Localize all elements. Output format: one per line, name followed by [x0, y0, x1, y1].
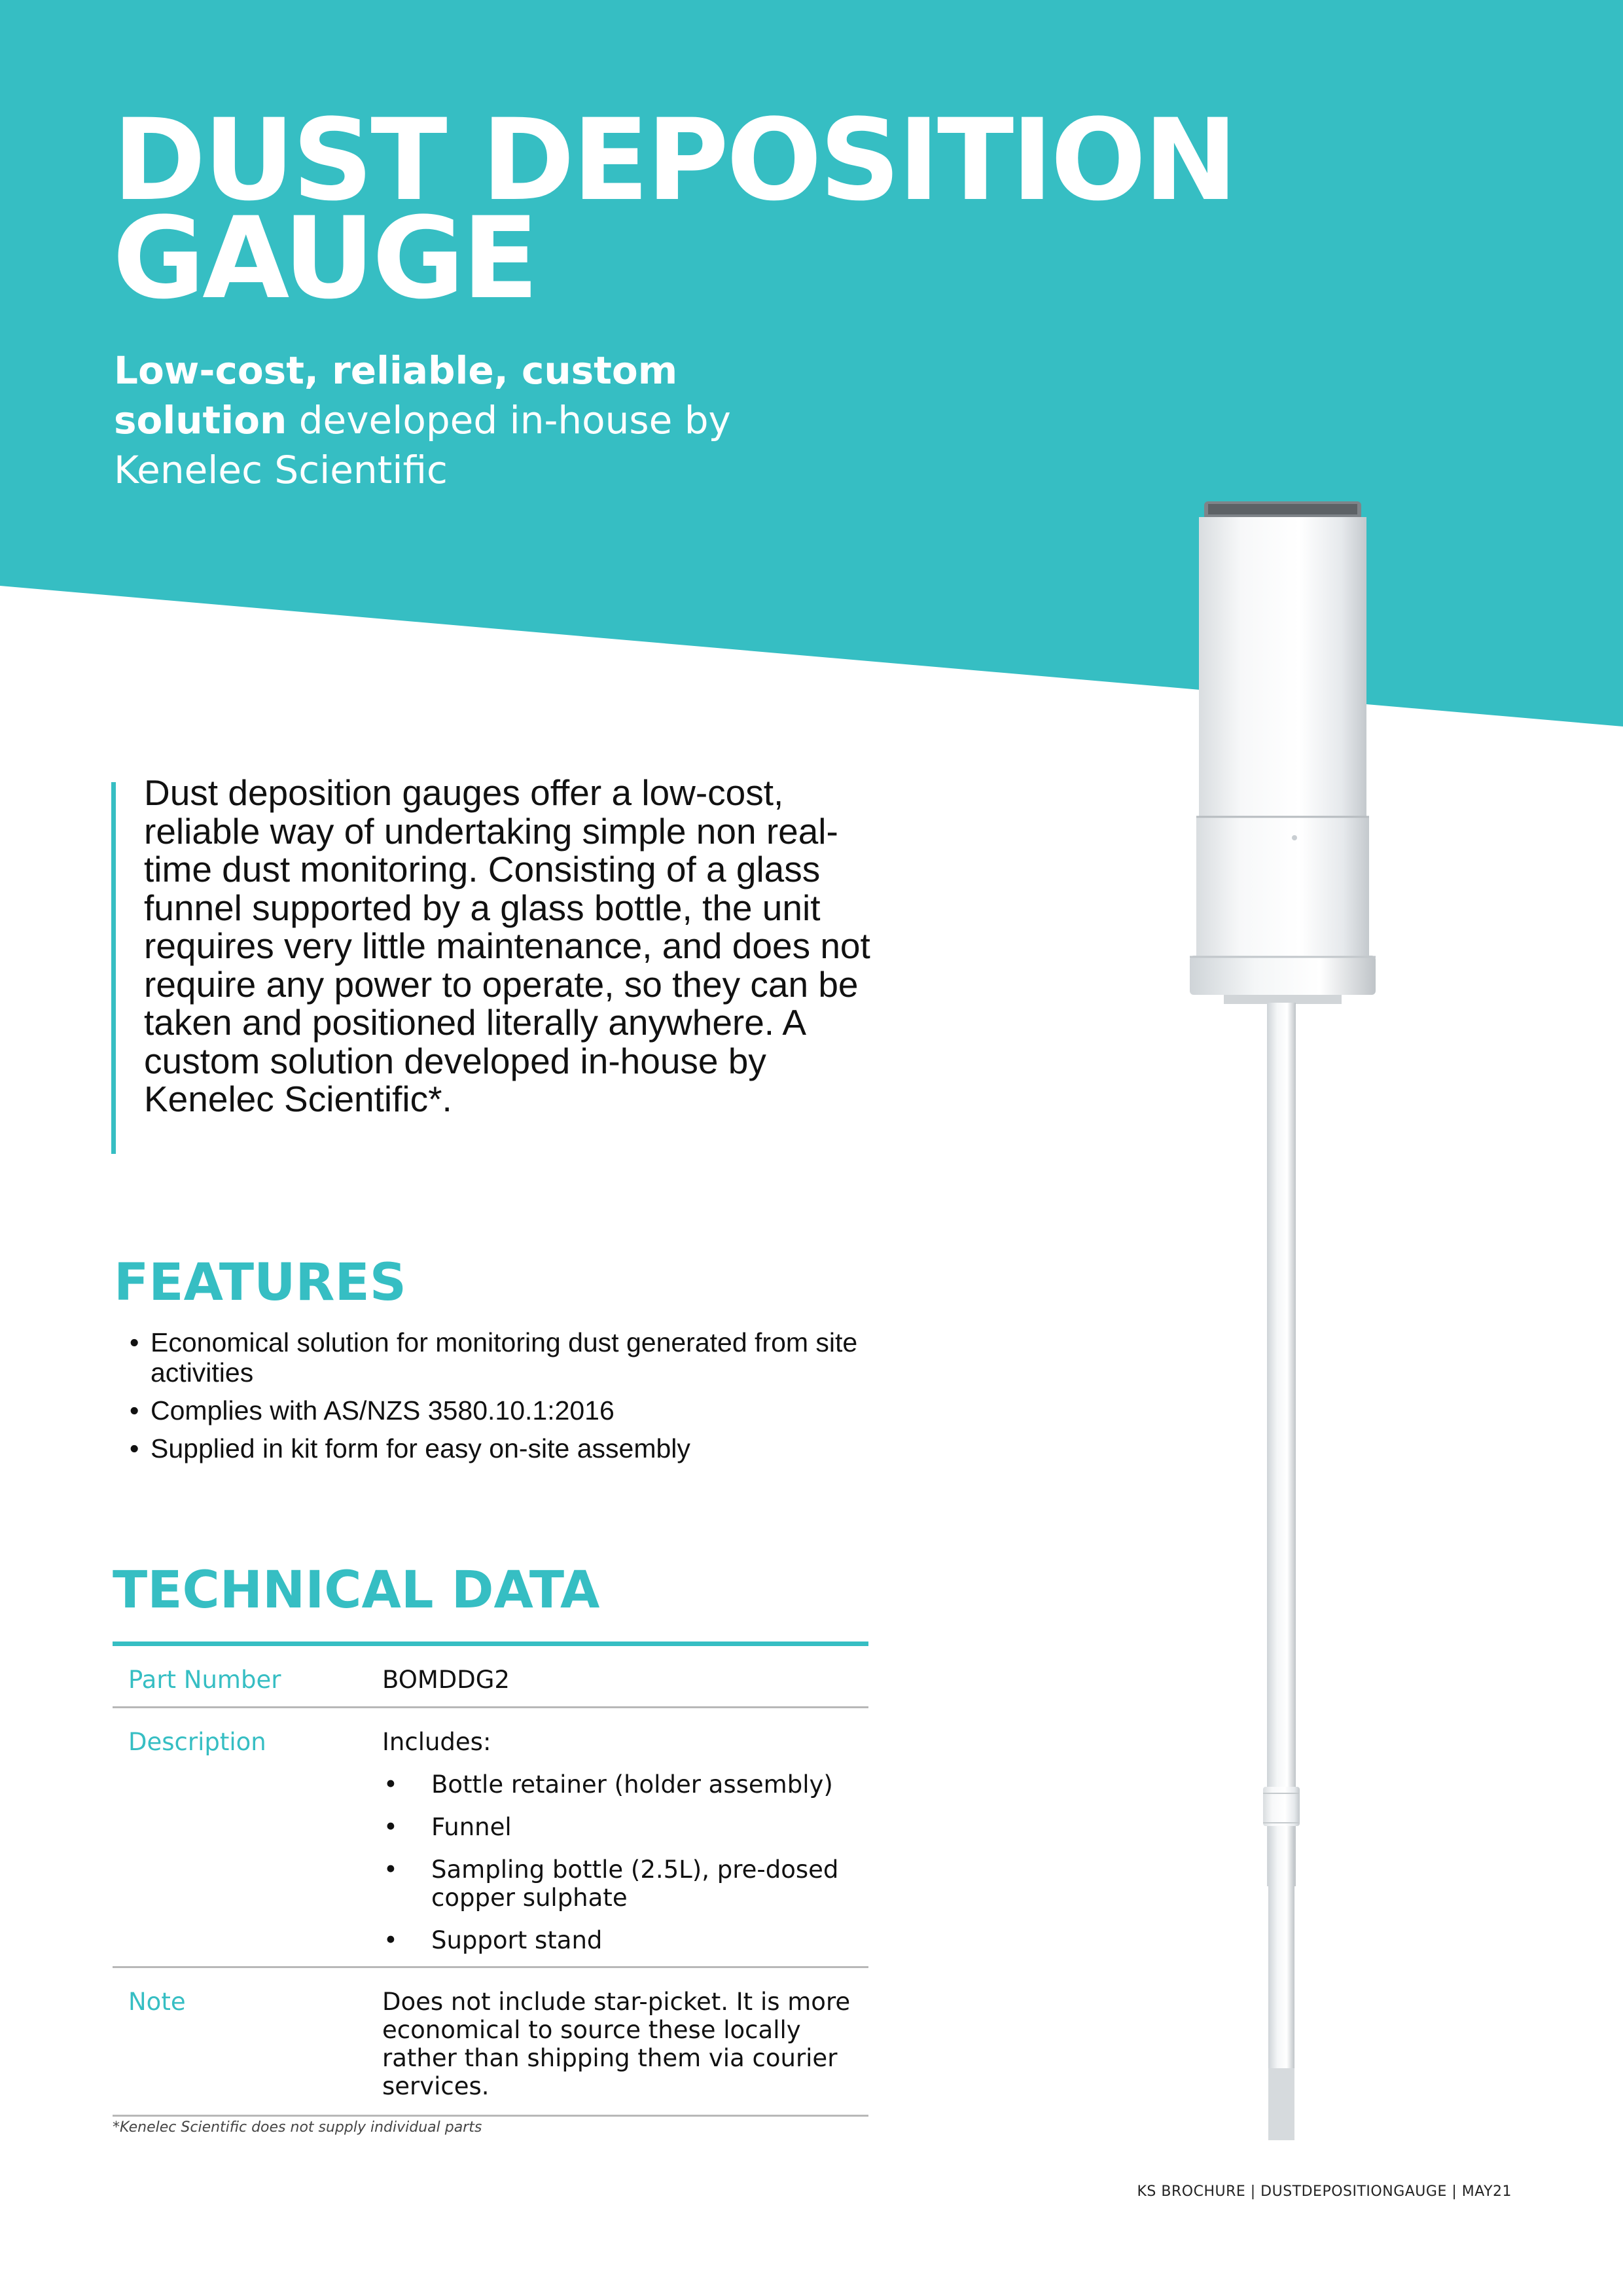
page-footer: KS BROCHURE | DUSTDEPOSITIONGAUGE | MAY21: [1137, 2183, 1512, 2200]
bullet: •: [130, 1433, 139, 1463]
title-line-1: DUST DEPOSITION: [113, 94, 1236, 226]
list-item: [382, 1770, 868, 1799]
intro-accent-bar: [111, 782, 116, 1154]
table-row: [113, 1708, 868, 1968]
bullet: •: [383, 1813, 398, 1841]
footnote: *Kenelec Scientific does not supply individual parts: [113, 2119, 482, 2136]
feature-text: Supplied in kit form for easy on-site assembly: [151, 1433, 690, 1463]
description-item-text: Funnel: [431, 1813, 512, 1841]
subtitle-regular: developed in-house by Kenelec Scientific: [114, 398, 731, 492]
bullet: •: [130, 1395, 139, 1426]
description-item-text: Support stand: [431, 1926, 603, 1954]
list-item: [382, 1813, 868, 1841]
part-number-value: BOMDDG2: [382, 1666, 510, 1694]
list-item: [130, 1433, 863, 1463]
row-label: Part Number: [128, 1666, 281, 1694]
description-item-text: Bottle retainer (holder assembly): [431, 1770, 833, 1799]
description-intro: Includes:: [382, 1728, 491, 1756]
description-value: [382, 1708, 868, 1966]
description-item-text: Sampling bottle (2.5L), pre-dosed copper sulphate: [431, 1856, 839, 1912]
subtitle-bold: Low-cost, reliable, custom solution: [114, 348, 678, 442]
bullet: •: [383, 1770, 398, 1799]
list-item: [382, 1856, 868, 1912]
page-subtitle: [114, 346, 768, 495]
row-label: Note: [128, 1988, 186, 2016]
note-value: Does not include star-picket. It is more economical to source these locally rather than shipping them via courier services.: [382, 1988, 851, 2100]
technical-data-heading: TECHNICAL DATA: [113, 1561, 600, 1620]
feature-text: Complies with AS/NZS 3580.10.1:2016: [151, 1395, 615, 1426]
table-row: [113, 1646, 868, 1708]
intro-paragraph: Dust deposition gauges offer a low-cost, reliable way of undertaking simple non real-time dust monitoring. Consisting of a glass funnel supported by a glass bottle, the unit requires very little maintenance, and does not require any power to operate, so they can be taken and positioned literally anywhere. A custom solution developed in-house by Kenelec Scientific*.: [144, 772, 870, 1119]
table-top-rule: [113, 1641, 868, 1646]
table-row: [113, 1968, 868, 2117]
page-title: [113, 94, 1236, 324]
title-line-2: GAUGE: [113, 192, 537, 324]
list-item: [382, 1926, 868, 1954]
technical-data-table: [113, 1641, 868, 2117]
row-label: Description: [128, 1728, 266, 1756]
list-item: [130, 1327, 863, 1388]
list-item: [130, 1395, 863, 1426]
bullet: •: [130, 1327, 139, 1357]
bullet: •: [383, 1856, 398, 1884]
features-heading: FEATURES: [114, 1253, 406, 1312]
feature-text: Economical solution for monitoring dust generated from site activities: [151, 1327, 858, 1388]
description-list: [382, 1770, 868, 1954]
features-list: [130, 1327, 863, 1471]
bullet: •: [383, 1926, 398, 1954]
product-photo: [1152, 484, 1414, 2147]
